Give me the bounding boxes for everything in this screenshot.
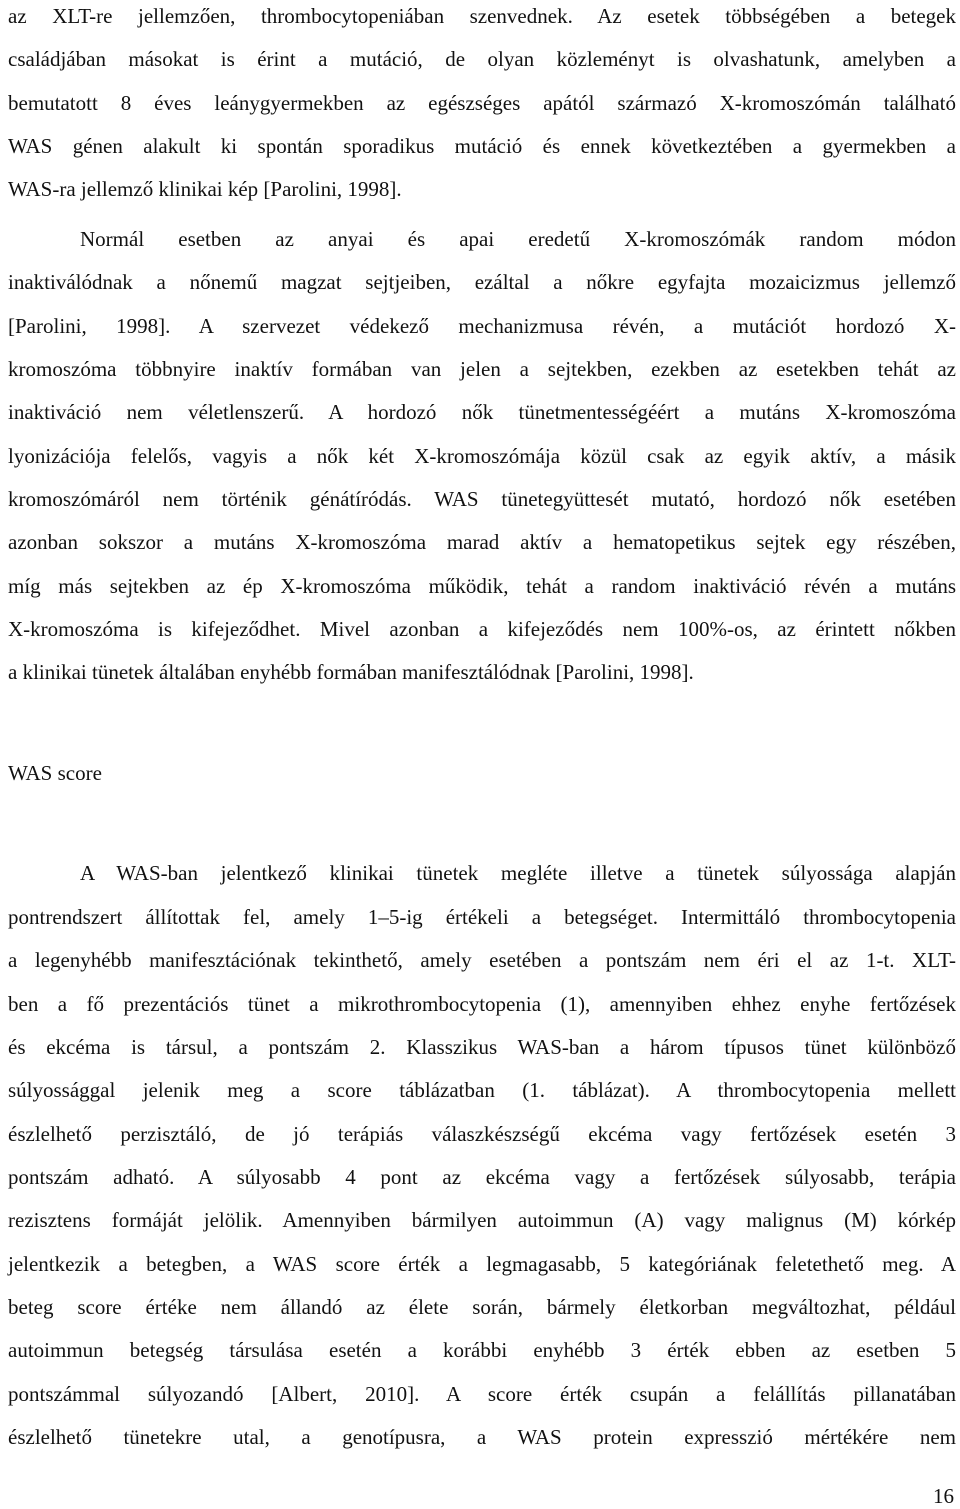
text-line: beteg score értéke nem állandó az élete során, bármely életkorban megváltozhat, például <box>8 1295 956 1319</box>
text-line: az XLT-re jellemzően, thrombocytopeniában szenvednek. Az esetek többségében a betegek <box>8 4 956 28</box>
text-line: lyonizációja felelős, vagyis a nők két X-kromoszómája közül csak az egyik aktív, a másik <box>8 444 956 468</box>
text-line: bemutatott 8 éves leánygyermekben az egészséges apától származó X-kromoszómán található <box>8 91 956 115</box>
text-line: azonban sokszor a mutáns X-kromoszóma marad aktív a hematopetikus sejtek egy részében, <box>8 530 956 554</box>
text-line: rezisztens formáját jelölik. Amennyiben bármilyen autoimmun (A) vagy malignus (M) kórkép <box>8 1208 956 1232</box>
text-line: a klinikai tünetek általában enyhébb formában manifesztálódnak [Parolini, 1998]. <box>8 660 694 684</box>
text-line: inaktiváció nem véletlenszerű. A hordozó nők tünetmentességéért a mutáns X-kromoszóma <box>8 400 956 424</box>
text-line: autoimmun betegség társulása esetén a korábbi enyhébb 3 érték ebben az esetben 5 <box>8 1338 956 1362</box>
text-line: Normál esetben az anyai és apai eredetű X-kromoszómák random módon <box>80 227 956 251</box>
section-heading: WAS score <box>8 761 102 785</box>
text-line: pontszám adható. A súlyosabb 4 pont az ekcéma vagy a fertőzések súlyosabb, terápia <box>8 1165 956 1189</box>
text-line: súlyossággal jelenik meg a score táblázatban (1. táblázat). A thrombocytopenia mellett <box>8 1078 956 1102</box>
text-line: és ekcéma is társul, a pontszám 2. Klasszikus WAS-ban a három típusos tünet különböző <box>8 1035 956 1059</box>
text-line: észlelhető perzisztáló, de jó terápiás válaszkészségű ekcéma vagy fertőzések esetén 3 <box>8 1122 956 1146</box>
text-line: míg más sejtekben az ép X-kromoszóma működik, tehát a random inaktiváció révén a mutáns <box>8 574 956 598</box>
text-line: pontrendszert állítottak fel, amely 1–5-ig értékeli a betegséget. Intermittáló thrombocytopenia <box>8 905 956 929</box>
text-line: észlelhető tünetekre utal, a genotípusra, a WAS protein expresszió mértékére nem <box>8 1425 956 1449</box>
text-line: inaktiválódnak a nőnemű magzat sejtjeiben, ezáltal a nőkre egyfajta mozaicizmus jellemző <box>8 270 956 294</box>
text-line: pontszámmal súlyozandó [Albert, 2010]. A score érték csupán a felállítás pillanatában <box>8 1382 956 1406</box>
text-line: WAS génen alakult ki spontán sporadikus mutáció és ennek következtében a gyermekben a <box>8 134 956 158</box>
text-line: [Parolini, 1998]. A szervezet védekező mechanizmusa révén, a mutációt hordozó X- <box>8 314 956 338</box>
text-line: ben a fő prezentációs tünet a mikrothrombocytopenia (1), amennyiben ehhez enyhe fertőzések <box>8 992 956 1016</box>
text-line: X-kromoszóma is kifejeződhet. Mivel azonban a kifejeződés nem 100%-os, az érintett nőkben <box>8 617 956 641</box>
text-line: WAS-ra jellemző klinikai kép [Parolini, 1998]. <box>8 177 402 201</box>
text-line: családjában másokat is érint a mutáció, de olyan közleményt is olvashatunk, amelyben a <box>8 47 956 71</box>
page-number: 16 <box>933 1484 954 1508</box>
text-line: A WAS-ban jelentkező klinikai tünetek megléte illetve a tünetek súlyossága alapján <box>80 861 956 885</box>
text-line: jelentkezik a betegben, a WAS score érték a legmagasabb, 5 kategóriának feletethető meg. A <box>8 1252 956 1276</box>
text-line: kromoszóma többnyire inaktív formában van jelen a sejtekben, ezekben az esetekben tehát az <box>8 357 956 381</box>
text-line: a legenyhébb manifesztációnak tekinthető, amely esetében a pontszám nem éri el az 1-t. XLT- <box>8 948 956 972</box>
text-line: kromoszómáról nem történik génátíródás. WAS tünetegyüttesét mutató, hordozó nők esetében <box>8 487 956 511</box>
